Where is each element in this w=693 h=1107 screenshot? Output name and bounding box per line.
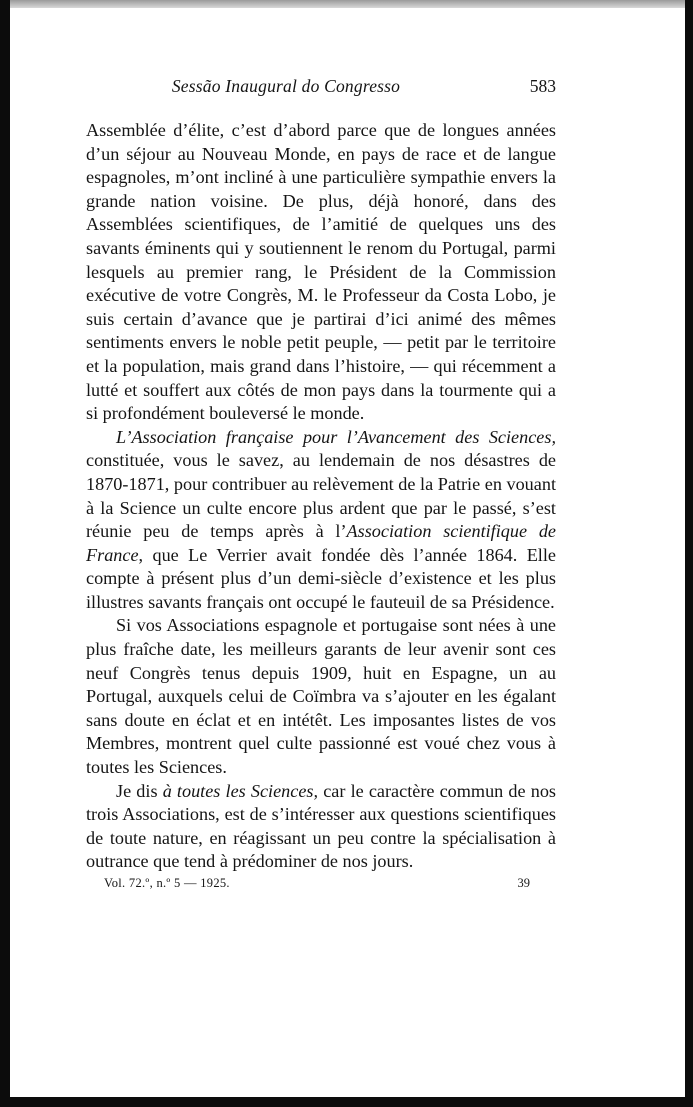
running-head — [86, 76, 556, 100]
paragraph-4 — [86, 780, 556, 874]
paragraph-2-text-2: , que Le Verrier avait fondée dès l’année 1864. Elle compte à présent plus d’un demi-siècle d’existence et les plus illustres savants français ont occupé le fauteuil de sa Présidence. — [86, 544, 556, 612]
italic-association-name: L’Association française pour l’Avancement des Sciences, — [116, 426, 556, 447]
body-text — [86, 119, 556, 874]
scan-right-border — [685, 0, 693, 1107]
page-number: 583 — [529, 76, 556, 96]
scan-bottom-border — [0, 1097, 693, 1107]
page-footer — [86, 876, 556, 896]
scan-top-edge — [0, 0, 693, 8]
paragraph-4-text-2: car le caractère commun de nos trois Associations, est de s’intéresser aux questions scientifiques de toute nature, en réagissant un peu contre la spécialisation à outrance que tend à prédominer de nos jours. — [86, 780, 556, 872]
italic-toutes-les-sciences: à toutes les Sciences, — [162, 780, 319, 801]
book-page — [86, 76, 556, 896]
volume-reference: Vol. 72.º, n.º 5 — 1925. — [104, 876, 230, 890]
paragraph-4-text-1: Je dis — [116, 780, 163, 801]
italic-association-scientifique: Association scientifique de France — [86, 521, 556, 565]
paragraph-2-text-1: constituée, vous le savez, au lendemain de nos désastres de 1870-1871, pour contribuer au relèvement de la Patrie en vouant à la Science un culte encore plus ardent que par le passé, s’est réunie peu de temps après à l’ — [86, 450, 556, 542]
scan-left-border — [0, 0, 10, 1107]
paragraph-3: Si vos Associations espagnole et portugaise sont nées à une plus fraîche date, les meilleurs garants de leur avenir sont ces neuf Congrès tenus depuis 1909, huit en Espagne, un au Portugal, auxquels celui de Coïmbra va s’ajouter en les égalant sans doute en éclat et en intétêt. Les imposantes listes de vos Membres, montrent quel culte passionné est voué chez vous à toutes les Sciences. — [86, 615, 556, 778]
running-title: Sessão Inaugural do Congresso — [171, 76, 401, 96]
paragraph-1: Assemblée d’élite, c’est d’abord parce que de longues années d’un séjour au Nouveau Monde, en pays de race et de langue espagnoles, m’ont incliné à une particulière sympathie envers la grande nation voisine. De plus, déjà honoré, dans des Assemblées scientifiques, de l’amitié de quelques uns des savants éminents qui y soutiennent le renom du Portugal, parmi lesquels au premier rang, le Président de la Commission exécutive de votre Congrès, M. le Professeur da Costa Lobo, je suis certain d’avance que je partirai d’ici animé des mêmes sentiments envers le noble petit peuple, — petit par le territoire et la population, mais grand dans l’histoire, — qui récemment a lutté et souffert aux côtés de mon pays dans la tourmente qui a si profondément bouleversé le monde. — [86, 120, 556, 424]
signature-mark: 39 — [517, 876, 530, 890]
paragraph-2 — [86, 426, 556, 615]
